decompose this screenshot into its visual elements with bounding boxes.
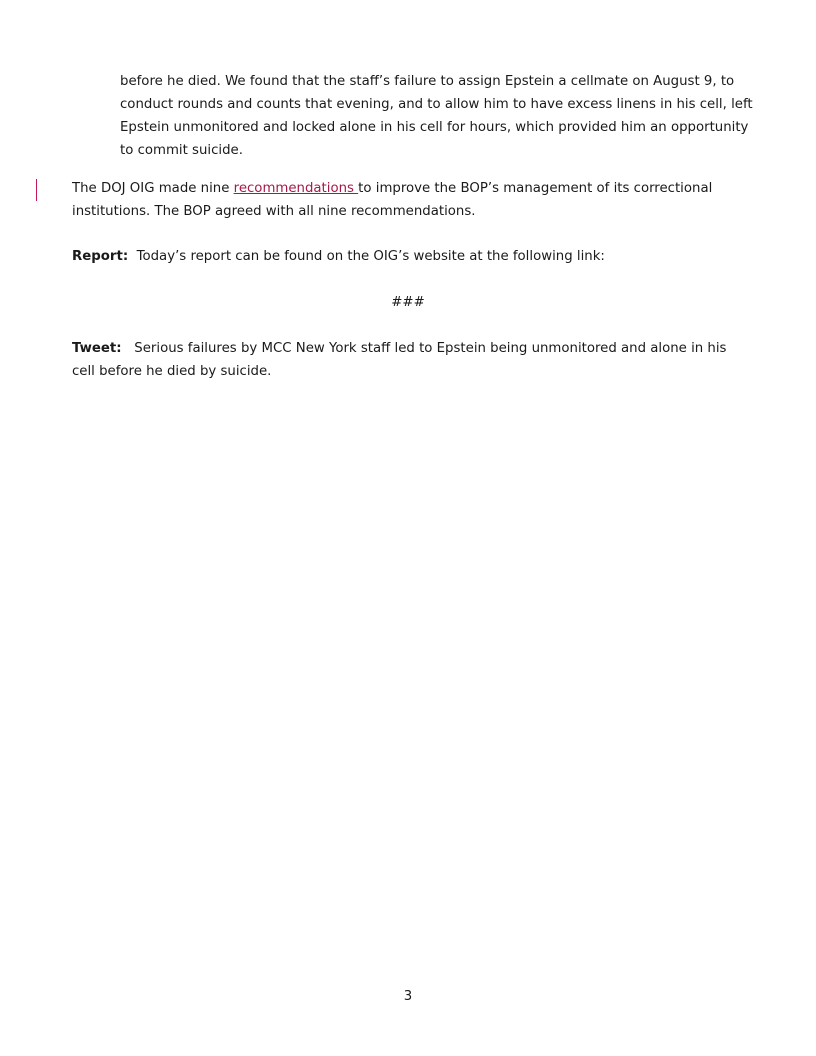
- recommendations-text-before: The DOJ OIG made nine: [72, 181, 234, 196]
- report-text: Today’s report can be found on the OIG’s website at the following link:: [128, 249, 605, 264]
- recommendations-link[interactable]: recommendations: [233, 181, 359, 196]
- report-label: Report:: [72, 249, 129, 264]
- recommendations-text-after: to improve the BOP’s management of its correctional institutions. The BOP agreed with all nine recommendations.: [72, 181, 713, 219]
- tweet-text: Serious failures by MCC New York staff led to Epstein being unmonitored and alone in his cell before he died by suicide.: [72, 341, 731, 379]
- revision-bar: [36, 179, 37, 201]
- tweet-label: Tweet:: [72, 341, 122, 356]
- tweet-paragraph: [72, 337, 752, 383]
- recommendations-paragraph: [72, 177, 752, 223]
- findings-paragraph: before he died. We found that the staff’s failure to assign Epstein a cellmate on August 9, to conduct rounds and counts that evening, and to allow him to have excess linens in his cell, left Epstein unmonitored and locked alone in his cell for hours, which provided him an opportunity to commit suicide.: [120, 74, 753, 158]
- page-number: 3: [403, 989, 413, 1004]
- report-paragraph: [72, 245, 752, 268]
- section-separator: ###: [391, 295, 425, 310]
